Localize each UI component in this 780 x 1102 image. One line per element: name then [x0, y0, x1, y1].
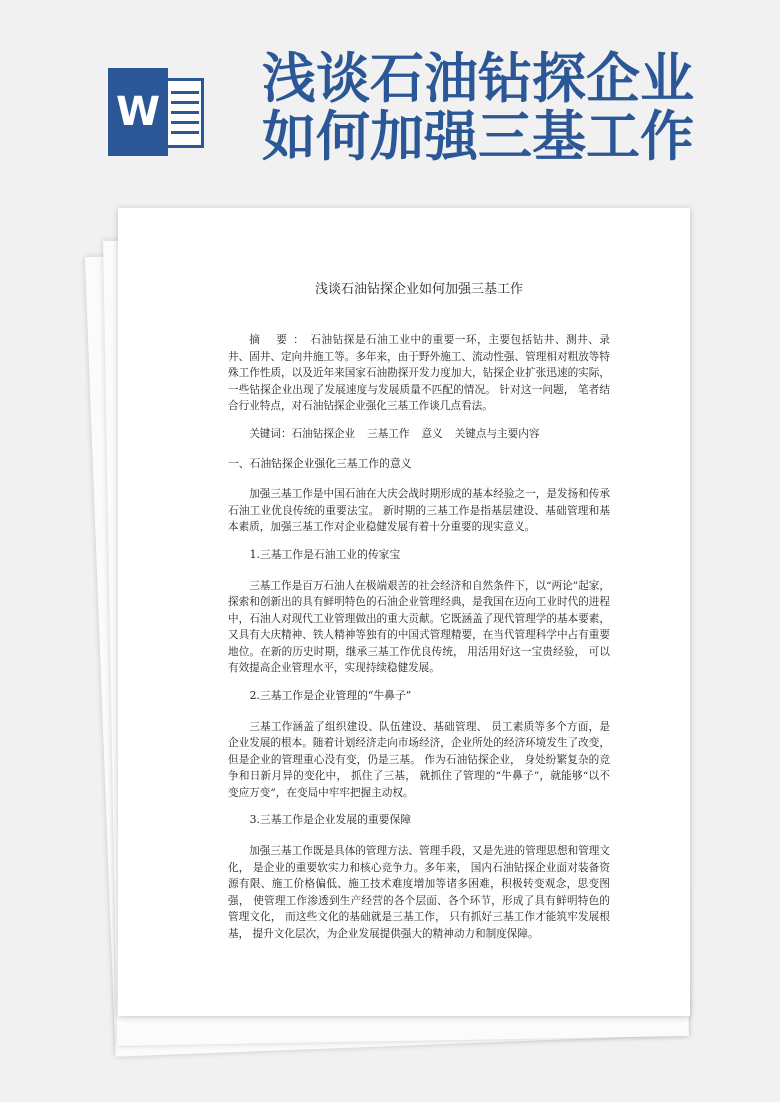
keywords-label: 关键词： — [249, 427, 292, 440]
keyword: 意义 — [421, 427, 443, 440]
banner-title-line2: 如何加强三基工作 — [262, 105, 694, 168]
abstract-label: 摘 要： — [249, 334, 311, 346]
section-paragraph: 加强三基工作是中国石油在大庆会战时期形成的基本经验之一，是发扬和传承石油工业优良传统的重要法宝。 新时期的三基工作是指基层建设、基础管理和基本素质，加强三基工作对企业稳健发展有着十分重要的现实意义。 — [228, 488, 610, 533]
word-logo-letter: W — [108, 68, 168, 156]
keywords-line — [228, 426, 610, 443]
subsection-heading: 2.三基工作是企业管理的“牛鼻子” — [249, 688, 412, 702]
abstract-text: 石油钻探是石油工业中的重要一环，主要包括钻井、测井、录井、固井、定向井施工等。多年来，由于野外施工、流动性强、管理相对粗放等特殊工作性质，以及近年来国家石油勘探开发力度加大，钻探企业扩张迅速的实际，一些钻探企业出现了发展速度与发展质量不匹配的情况。 针对这一问题， 笔者结合行业特点，对石油钻探企业强化三基工作谈几点看法。 — [228, 334, 610, 412]
section-paragraph: 加强三基工作既是具体的管理方法、管理手段，又是先进的管理思想和管理文化， 是企业的重要软实力和核心竞争力。多年来， 国内石油钻探企业面对装备资源有限、施工价格偏低、施工技术难度增加等诸多困难，积极转变观念，思变图强， 使管理工作渗透到生产经营的各个层面、各个环节，形成了具有鲜明特色的管理文化， 而这些文化的基础就是三基工作， 只有抓好三基工作才能筑牢发展根基， 提升文化层次，为企业发展提供强大的精神动力和制度保障。 — [228, 845, 610, 940]
section-heading: 一、石油钻探企业强化三基工作的意义 — [228, 457, 412, 470]
keyword: 关键点与主要内容 — [454, 427, 540, 440]
section-paragraph: 三基工作是百万石油人在极端艰苦的社会经济和自然条件下，以“两论”起家，探索和创新出的具有鲜明特色的石油企业管理经典，是我国在迈向工业时代的进程中，石油人对现代工业管理做出的重大贡献。它既涵盖了现代管理学的基本要素，又具有大庆精神、铁人精神等独有的中国式管理精要，在当代管理科学中占有重要地位。在新的历史时期，继承三基工作优良传统， 用活用好这一宝贵经验， 可以有效提高企业管理水平，实现持续稳健发展。 — [228, 579, 610, 674]
document-page — [118, 208, 690, 1016]
subsection-heading: 1.三基工作是石油工业的传家宝 — [249, 547, 401, 561]
keyword: 石油钻探企业 — [291, 427, 356, 440]
document-title: 浅谈石油钻探企业如何加强三基工作 — [314, 282, 523, 297]
subsection-heading: 3.三基工作是企业发展的重要保障 — [249, 813, 412, 826]
banner-title — [262, 47, 772, 168]
keyword: 三基工作 — [367, 427, 410, 440]
banner-title-line1: 浅谈石油钻探企业 — [262, 47, 694, 110]
section-paragraph: 三基工作涵盖了组织建设、队伍建设、基础管理、 员工素质等多个方面，是企业发展的根本。随着计划经济走向市场经济，企业所处的经济环境发生了改变，但是企业的管理重心没有变，仍是三基。 作为石油钻探企业， 身处纷繁复杂的竞争和日新月异的变化中， 抓住了三基， 就抓住了管理的“牛鼻子”，就能够“以不变应万变”，在变局中牢牢把握主动权。 — [228, 720, 610, 799]
header-banner — [0, 0, 780, 200]
abstract-paragraph — [228, 332, 610, 415]
word-icon — [108, 68, 210, 156]
